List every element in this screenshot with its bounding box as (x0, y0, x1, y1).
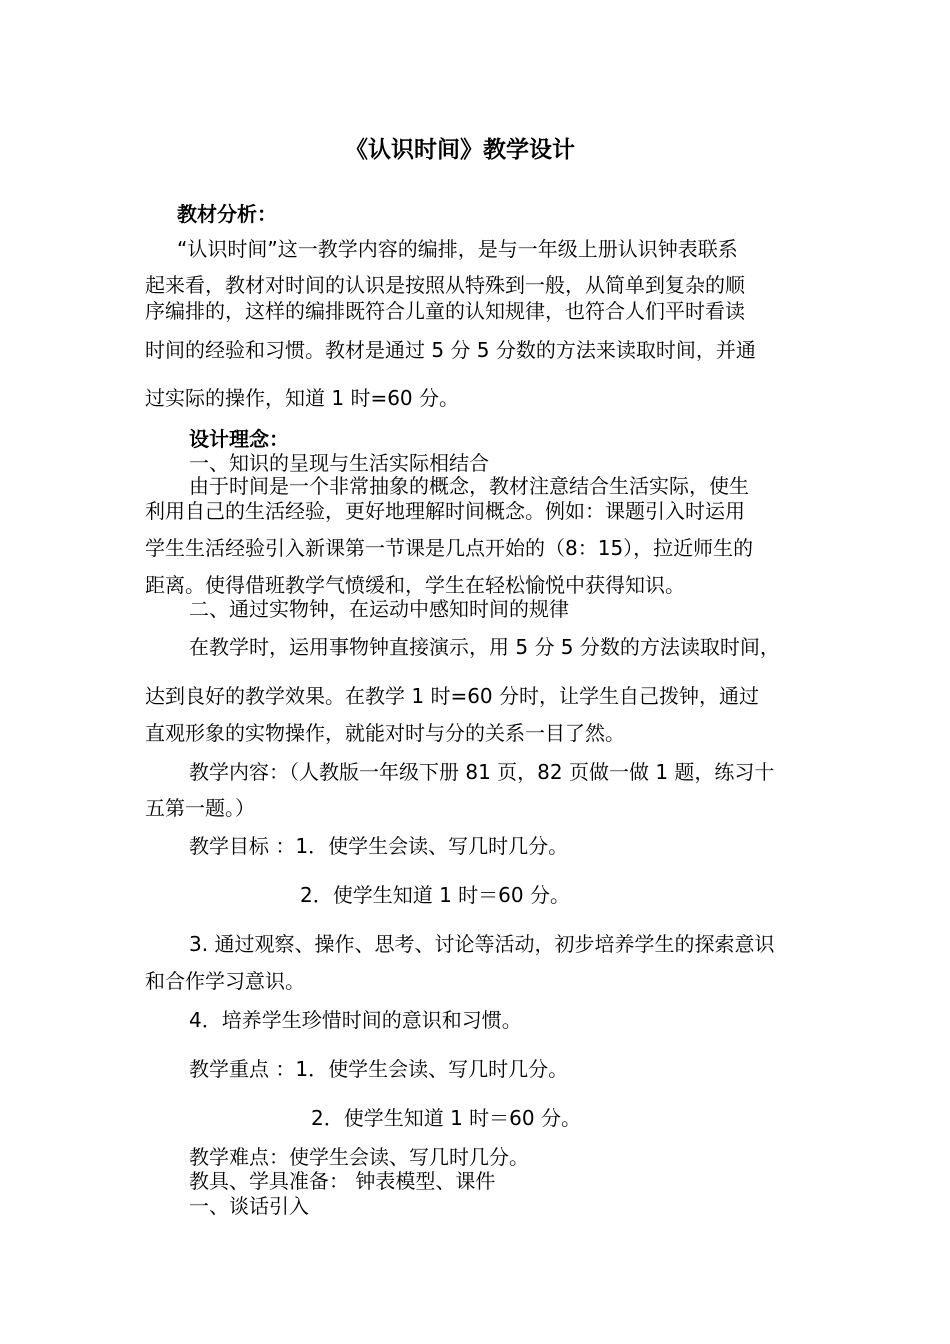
teaching-content-line: 五第一题。） (145, 796, 255, 820)
analysis-line: 过实际的操作，知道 1 时=60 分。 (145, 386, 460, 410)
teaching-goal-line: 和合作学习意识。 (145, 969, 305, 993)
analysis-line: 时间的经验和习惯。教材是通过 5 分 5 分数的方法来读取时间，并通 (145, 338, 756, 362)
concept-line: 学生生活经验引入新课第一节课是几点开始的（8：15），拉近师生的 (145, 536, 754, 560)
page-title: 《认识时间》教学设计 (345, 137, 575, 163)
analysis-heading: 教材分析： (177, 202, 277, 226)
teaching-key-line: 教学重点 ：1．使学生会读、写几时几分。 (189, 1057, 569, 1081)
concept-line: 二、通过实物钟，在运动中感知时间的规律 (189, 597, 569, 621)
teaching-goal-line: 教学目标 ：1．使学生会读、写几时几分。 (189, 834, 569, 858)
teaching-key-line: 2．使学生知道 1 时＝60 分。 (311, 1106, 581, 1130)
concept-line: 由于时间是一个非常抽象的概念，教材注意结合生活实际，使生 (189, 474, 749, 498)
concept-heading: 设计理念： (189, 427, 289, 451)
concept-line: 距离。使得借班教学气愤缓和，学生在轻松愉悦中获得知识。 (145, 573, 685, 597)
concept-line: 在教学时，运用事物钟直接演示，用 5 分 5 分数的方法读取时间， (189, 635, 780, 659)
analysis-line: 起来看，教材对时间的认识是按照从特殊到一般，从简单到复杂的顺 (145, 273, 745, 297)
teaching-tools: 教具、学具准备： 钟表模型、课件 (189, 1169, 496, 1193)
analysis-line: 序编排的，这样的编排既符合儿童的认知规律，也符合人们平时看读 (145, 299, 745, 323)
concept-line: 达到良好的教学效果。在教学 1 时=60 分时，让学生自己拨钟，通过 (145, 684, 760, 708)
teaching-goal-line: 2．使学生知道 1 时＝60 分。 (300, 883, 570, 907)
teaching-goal-line: 4．培养学生珍惜时间的意识和习惯。 (189, 1008, 522, 1032)
concept-line: 利用自己的生活经验，更好地理解时间概念。例如：课题引入时运用 (145, 499, 745, 523)
teaching-goal-line: 3. 通过观察、操作、思考、讨论等活动，初步培养学生的探索意识 (189, 932, 775, 956)
teaching-content-line: 教学内容：（人教版一年级下册 81 页，82 页做一做 1 题，练习十 (189, 760, 775, 784)
analysis-line: “认识时间”这一教学内容的编排，是与一年级上册认识钟表联系 (177, 237, 738, 261)
teaching-difficulty: 教学难点：使学生会读、写几时几分。 (189, 1145, 529, 1169)
lesson-intro-heading: 一、谈话引入 (189, 1194, 309, 1218)
concept-line: 一、知识的呈现与生活实际相结合 (189, 451, 489, 475)
concept-line: 直观形象的实物操作，就能对时与分的关系一目了然。 (145, 721, 625, 745)
